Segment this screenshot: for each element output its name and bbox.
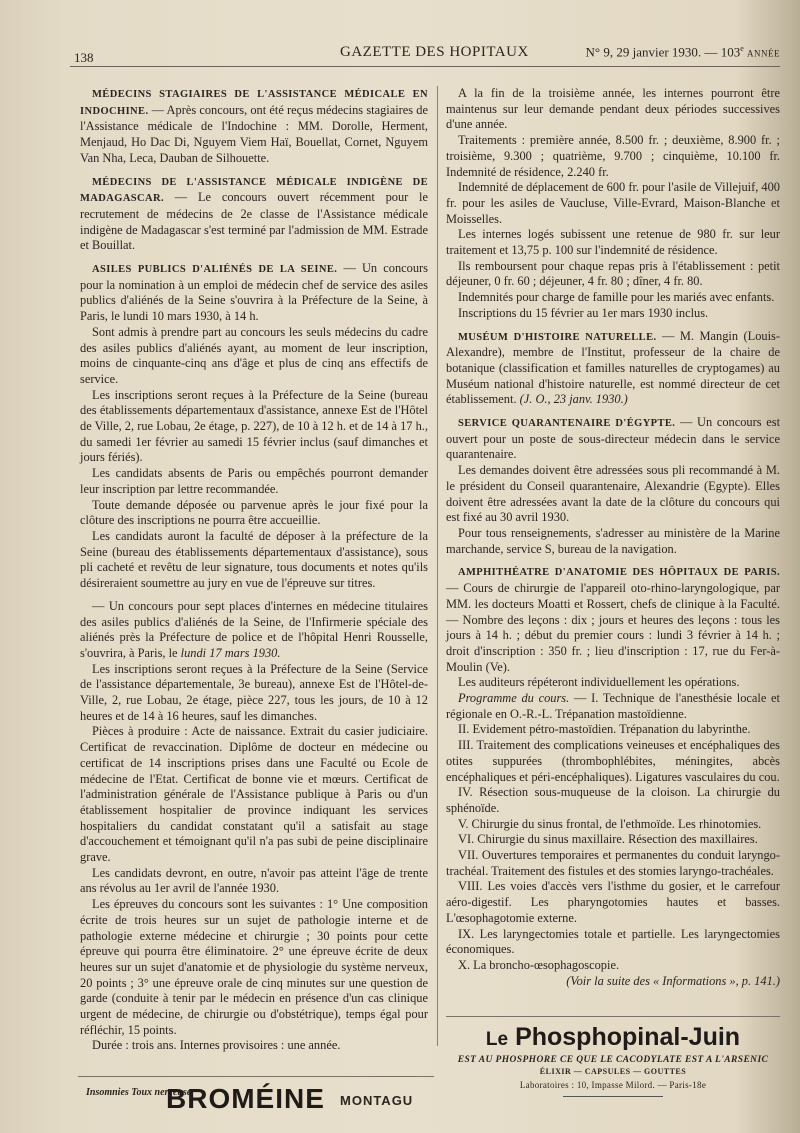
paragraph-text: — I. Technique de l'anesthésie locale et régionale en O.-R.-L. Trépanation mastoïdienne. xyxy=(446,691,781,721)
paragraph xyxy=(80,1038,428,1054)
page-header xyxy=(70,44,780,67)
continuation-note xyxy=(446,974,780,990)
paragraph-text: Les inscriptions seront reçues à la Préfecture de la Seine (Service de l'assistance départementale, 3e bureau), annexe Est de l'Hôtel-de-Ville, 2, rue Lobau, 2e étage, pièce 227, tous les jours, de 10 à 12 heures et de 14 à 16 heures, sauf les dimanches. xyxy=(80,661,428,723)
paragraph xyxy=(446,785,780,816)
paragraph xyxy=(80,498,428,529)
section-heading: MÉDECINS DE L'ASSISTANCE MÉDICALE INDIGÈNE DE MADAGASCAR. xyxy=(80,176,428,205)
paragraph-text: VIII. Les voies d'accès vers l'isthme du gosier, et le carrefour aéro-digestif. Les pharyngotomies hautes et basses. L'œsophagotomie externe. xyxy=(446,879,780,925)
paragraph-text: VI. Chirurgie du sinus maxillaire. Résection des maxillaires. xyxy=(458,832,758,847)
paragraph xyxy=(446,329,780,409)
section-heading: ASILES PUBLICS D'ALIÉNÉS DE LA SEINE. xyxy=(92,264,338,276)
section-heading: MUSÉUM D'HISTOIRE NATURELLE. xyxy=(458,331,657,343)
paragraph-text: Traitements : première année, 8.500 fr. ; deuxième, 8.900 fr. ; troisième, 9.300 ; quatrième, 9.700 ; cinquième, 10.100 fr. Indemnité de résidence, 2.240 fr. xyxy=(446,133,780,179)
paragraph-text: II. Evidement pétro-mastoïdien. Trépanation du labyrinthe. xyxy=(458,722,751,737)
paragraph xyxy=(446,526,780,557)
phosphopinal-advertisement xyxy=(446,1016,780,1113)
paragraph xyxy=(446,848,780,879)
year-label: ANNÉE xyxy=(747,48,780,59)
paragraph xyxy=(80,325,428,388)
paragraph-text: X. La broncho-œsophagoscopie. xyxy=(458,957,620,972)
paragraph-text: A la fin de la troisième année, les internes pourront être maintenus sur leur demande pendant deux périodes successives d'une année. xyxy=(446,86,780,132)
paragraph xyxy=(446,227,780,258)
paragraph xyxy=(446,675,780,691)
phosphopinal-slogan: EST AU PHOSPHORE CE QUE LE CACODYLATE EST A L'ARSENIC xyxy=(457,1055,769,1065)
paragraph xyxy=(446,879,780,926)
paragraph xyxy=(80,724,428,865)
paragraph-text: Sont admis à prendre part au concours les seuls médecins du cadre des asiles publics d'aliénés ayant, au moment de leur inscription, moins de cinquante-cinq ans d'âge et plus de cinq ans effectifs de service. xyxy=(80,324,428,386)
paragraph xyxy=(446,180,780,227)
paragraph xyxy=(446,927,780,958)
phosphopinal-prefix: Le xyxy=(485,1029,509,1050)
paragraph-text: Les candidats absents de Paris ou empêchés pourront demander leur inscription par lettre recommandée. xyxy=(80,466,428,496)
phosphopinal-brand: Phosphopinal-Juin xyxy=(515,1023,741,1051)
paragraph xyxy=(80,261,428,325)
paragraph xyxy=(446,691,780,722)
paragraph xyxy=(446,290,780,306)
paragraph-text: Ils remboursent pour chaque repas pris à l'établissement : petit déjeuner, 0 fr. 60 ; déjeuner, 4 fr. 80 ; dîner, 4 fr. 80. xyxy=(446,258,780,289)
paragraph-text: Pour tous renseignements, s'adresser au ministère de la Marine marchande, service S, bureau de la navigation. xyxy=(446,525,780,556)
italic-lead: Programme du cours. xyxy=(458,691,570,706)
paragraph xyxy=(446,564,780,675)
paragraph xyxy=(80,174,428,255)
paragraph xyxy=(446,463,780,526)
paragraph xyxy=(446,832,780,848)
issue-info xyxy=(586,44,781,60)
paragraph-text: — Après concours, ont été reçus médecins stagiaires de l'Assistance médicale de l'Indochine : MM. Dorolle, Herment, Menjaud, Ho Dac Di, Nguyem Viem Haï, Bouellat, Cornet, Nguyem Van Nha, Leca, Dauban de Silhouette. xyxy=(80,102,428,165)
paragraph-text: V. Chirurgie du sinus frontal, de l'ethmoïde. Les rhinotomies. xyxy=(458,816,762,831)
phosphopinal-forms: ÉLIXIR — CAPSULES — GOUTTES xyxy=(539,1067,687,1076)
paragraph-text: VII. Ouvertures temporaires et permanentes du conduit laryngo-trachéal. Traitement des fistules et des stomies laryngo-trachéales. xyxy=(446,848,780,878)
paragraph-text: Les internes logés subissent une retenue de 980 fr. sur leur traitement et 13,75 p. 100 sur l'indemnité de résidence. xyxy=(446,227,780,258)
paragraph-text: Les épreuves du concours sont les suivantes : 1° Une composition écrite de trois heures sur un sujet de pathologie interne et de pathologie externe médecine et chirurgie ; 30 points pour cette épreuve qui pourra être éliminatoire. 2° une épreuve écrite de deux heures sur un sujet d'anatomie et de physiologie du système nerveux, 20 points ; 3° une épreuve orale de cinq minutes sur une question de garde (conduite à tenir par le médecin en présence d'un cas clinique urgent de médecine, de chirurgie ou d'obstétrique), temps égal pour réfléchir, 15 points. xyxy=(80,897,428,1037)
ornament-rule xyxy=(563,1096,663,1097)
paragraph xyxy=(80,388,428,467)
year-suffix: e xyxy=(740,44,744,53)
bromeine-advertisement xyxy=(78,1076,434,1125)
paragraph-text: Les auditeurs répéteront individuellement les opérations. xyxy=(458,675,740,690)
right-column xyxy=(446,86,780,989)
paragraph-text: — Un concours pour sept places d'internes en médecine titulaires des asiles publics d'aliénés de la Seine, de l'Infirmerie spéciale des aliénés près la Préfecture de police et de l'hôpital Henri Rousselle, s'ouvrira, à Paris, le xyxy=(80,598,428,660)
page-number: 138 xyxy=(74,50,94,65)
paragraph xyxy=(446,415,780,463)
paragraph-text: Les demandes doivent être adressées sous pli recommandé à M. le président du Conseil quarantenaire, Alexandrie (Egypte). Elles doivent être adressées avant la date de la clôture du concours qui est fixé au 30 avril 1930. xyxy=(446,463,780,525)
section-heading: SERVICE QUARANTENAIRE D'ÉGYPTE. xyxy=(458,418,676,430)
paragraph-text: Les candidats devront, en outre, n'avoir pas atteint l'âge de trente ans révolus au 1er avril de l'année 1930. xyxy=(80,865,428,896)
paragraph-text: Inscriptions du 15 février au 1er mars 1930 inclus. xyxy=(458,305,709,320)
section-heading: MÉDECINS STAGIAIRES DE L'ASSISTANCE MÉDICALE EN INDOCHINE. xyxy=(80,89,428,117)
column-divider xyxy=(437,86,438,1046)
paragraph-text: Durée : trois ans. Internes provisoires : une année. xyxy=(92,1038,341,1053)
paragraph-text: Les inscriptions seront reçues à la Préfecture de la Seine (bureau des établissements départementaux d'assistance, annexe Est de l'Hôtel de Ville, 2, rue Lobau, 2e étage, p. 227), de 10 à 12 h. et de 14 à 17 h., du samedi 1er février au samedi 15 février inclus (sauf dimanches et jours fériés). xyxy=(80,387,428,465)
year-number: 103 xyxy=(720,44,741,60)
paragraph-text: — Un concours est ouvert pour un poste de sous-directeur médecin dans le service quarantenaire. xyxy=(446,415,781,462)
issue-date: N° 9, 29 janvier 1930. — xyxy=(585,44,718,60)
paragraph xyxy=(446,958,780,974)
continuation-text: (Voir la suite des « Informations », p. 141.) xyxy=(566,973,780,988)
paragraph xyxy=(446,306,780,322)
paragraph-text: Indemnités pour charge de famille pour les mariés avec enfants. xyxy=(458,290,775,305)
paragraph-text: — Le concours ouvert récemment pour le recrutement de médecins de 2e classe de l'Assistance médicale indigène de Madagascar s'est terminé par l'admission de MM. Estrade et Bouillat. xyxy=(80,190,428,253)
journal-title: GAZETTE DES HOPITAUX xyxy=(340,44,529,60)
paragraph xyxy=(80,662,428,725)
paragraph-text: Indemnité de déplacement de 600 fr. pour l'asile de Villejuif, 400 fr. pour les asiles de Vaucluse, Ville-Evrard, Maison-Blanche et Moisselles. xyxy=(446,180,780,226)
paragraph xyxy=(446,817,780,833)
section-heading: AMPHITHÉATRE D'ANATOMIE DES HÔPITAUX DE PARIS. xyxy=(458,567,780,579)
bromeine-brand: BROMÉINE xyxy=(166,1083,325,1114)
paragraph xyxy=(446,722,780,738)
paragraph-text: III. Traitement des complications veineuses et encéphaliques des otites suppurées (thrombophlébites, méningites, abcès encéphaliques et péri-encéphaliques). Ligatures vasculaires du cou. xyxy=(446,738,780,784)
paragraph xyxy=(80,897,428,1038)
paragraph-text: IV. Résection sous-muqueuse de la cloison. La chirurgie du sphénoïde. xyxy=(446,785,780,815)
paragraph-text: — Cours de chirurgie de l'appareil oto-rhino-laryngologique, par MM. les docteurs Moatti et Rossert, chefs de clinique à la Faculté. — Nombre des leçons : dix ; jours et heures des leçons : tous les jours à 14 h. ; début du premier cours : lundi 3 février à 14 h. ; droit d'inscription : 350 fr. ; lieu d'inscription : 17, rue du Fer-à-Moulin (Ve). xyxy=(446,581,780,674)
paragraph-text: IX. Les laryngectomies totale et partielle. Les laryngectomies économiques. xyxy=(446,926,780,957)
paragraph-text: — Un concours pour la nomination à un emploi de médecin chef de service des asiles publics d'aliénés de la Seine s'ouvrira à la Préfecture de la Seine, à Paris, le lundi 10 mars 1930, à 14 h. xyxy=(80,261,428,324)
paragraph xyxy=(446,86,780,133)
bromeine-maker: MONTAGU xyxy=(340,1093,414,1108)
paragraph xyxy=(80,866,428,897)
left-column xyxy=(80,86,428,1054)
phosphopinal-title xyxy=(446,1023,780,1052)
paragraph xyxy=(446,259,780,290)
phosphopinal-address: Laboratoires : 10, Impasse Milord. — Paris-18e xyxy=(519,1080,707,1090)
paragraph xyxy=(80,86,428,167)
paragraph xyxy=(80,599,428,662)
italic-note: (J. O., 23 janv. 1930.) xyxy=(519,392,628,407)
paragraph-text: Toute demande déposée ou parvenue après le jour fixé pour la clôture des inscriptions ne pourra être accueillie. xyxy=(80,497,428,528)
paragraph xyxy=(80,466,428,497)
paragraph xyxy=(80,529,428,592)
bromeine-indications: Insomnies Toux nerveuse. xyxy=(86,1087,194,1098)
paragraph xyxy=(446,738,780,785)
paragraph-text: Pièces à produire : Acte de naissance. Extrait du casier judiciaire. Certificat de revaccination. Diplôme de docteur en médecine ou certificat de 14 inscriptions prises dans une Faculté ou Ecole de médecine de l'Etat. Certificat de bonne vie et mœurs. Certificat de l'administration générale de l'Assistance publique à Paris ou d'un établissement hospitalier de province indiquant les services hospitaliers du candidat constatant qu'il a satisfait au stage d'accouchement et témoignant qu'il n'a pas subi de peine disciplinaire grave. xyxy=(80,724,428,865)
paragraph xyxy=(446,133,780,180)
paragraph-text: Les candidats auront la faculté de déposer à la préfecture de la Seine (bureau des établissements départementaux d'assistance), sous pli cacheté et revêtu de leur signature, tous documents et notes qu'ils désireraient soumettre au jury en vue de l'épreuve sur titres. xyxy=(80,528,428,591)
italic-note: lundi 17 mars 1930. xyxy=(180,645,281,660)
paragraph-text: — M. Mangin (Louis-Alexandre), membre de l'Institut, professeur de la chaire de botanique (classification et familles naturelles de cryptogames) au Muséum national d'histoire naturelle, est nommé directeur de cet établissement. xyxy=(446,328,780,407)
